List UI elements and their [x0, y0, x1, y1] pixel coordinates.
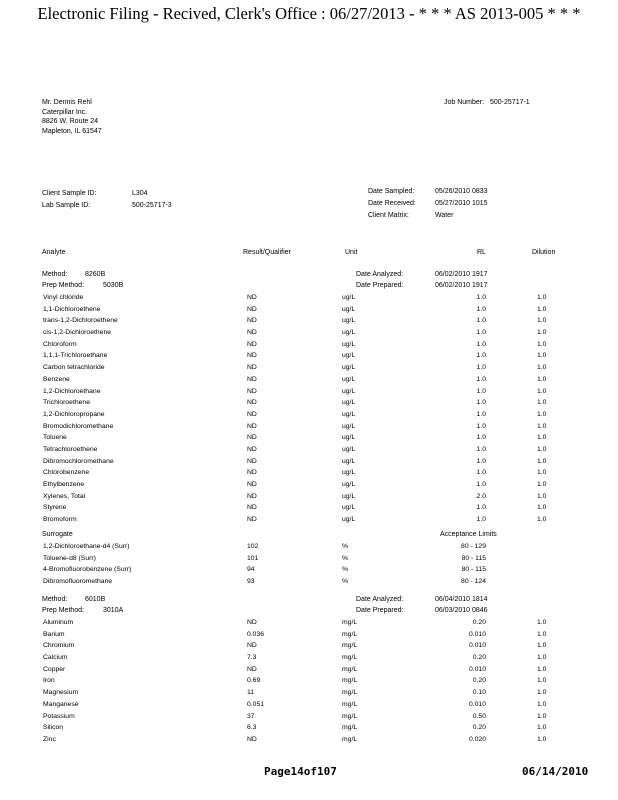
- rl-value: 1.0: [476, 410, 486, 418]
- surrogate-name: 1,2-Dichloroethane-d4 (Surr): [43, 543, 130, 550]
- metals-results-table: [0, 618, 618, 747]
- analyte-name: Potassium: [43, 712, 75, 720]
- result-value: ND: [247, 481, 257, 488]
- unit-value: ug/L: [342, 294, 356, 301]
- unit-value: mg/L: [342, 654, 358, 662]
- analyte-name: Xylenes, Total: [43, 492, 86, 500]
- rl-value: 1.0: [476, 399, 486, 407]
- date-received: 05/27/2010 1015: [435, 200, 488, 207]
- dilution-value: 1.0: [537, 481, 547, 488]
- result-value: ND: [247, 469, 257, 477]
- analyte-name: Ethylbenzene: [43, 481, 85, 488]
- date-sampled: 05/26/2010 0833: [435, 188, 488, 195]
- analyte-name: Styrene: [43, 504, 67, 512]
- client-sample-id: L304: [132, 190, 148, 197]
- unit-value: mg/L: [342, 735, 358, 743]
- date-sampled-label: Date Sampled:: [368, 188, 415, 195]
- dilution-value: 1.0: [537, 317, 547, 325]
- dilution-value: 1.0: [537, 724, 547, 732]
- analyte-name: Zinc: [43, 735, 56, 743]
- rl-value: 1.0: [476, 457, 486, 465]
- table-row: [0, 375, 618, 387]
- rl-value: 0.010: [468, 630, 486, 638]
- job-number-label: Job Number:: [444, 99, 485, 106]
- dilution-value: 1.0: [537, 410, 547, 418]
- filing-header: Electronic Filing - Recived, Clerk's Office : 06/27/2013 - * * * AS 2013-005 * * *: [37, 4, 581, 23]
- rl-value: 1.0: [476, 469, 486, 477]
- analyte-name: Copper: [43, 665, 66, 673]
- result-value: ND: [247, 329, 257, 337]
- table-row: [0, 735, 618, 747]
- surrogate-unit: %: [342, 566, 349, 574]
- rl-value: 1.0: [476, 387, 486, 395]
- result-value: ND: [247, 364, 257, 372]
- result-value: 37: [247, 712, 255, 720]
- unit-value: mg/L: [342, 700, 358, 708]
- unit-value: ug/L: [342, 445, 356, 453]
- table-row: [0, 618, 618, 630]
- client-matrix: Water: [435, 212, 454, 219]
- analyte-name: Chlorobenzene: [43, 469, 90, 477]
- col-dilution: Dilution: [532, 249, 556, 256]
- page-number: Page14of107: [264, 765, 337, 778]
- table-row: [0, 577, 618, 589]
- metals-prepared: 06/03/2010 0846: [435, 607, 488, 614]
- table-row: [0, 340, 618, 352]
- rl-value: 1.0: [476, 434, 486, 442]
- rl-value: 1.0: [476, 375, 486, 383]
- dilution-value: 1.0: [537, 352, 547, 360]
- metals-prep: 3010A: [103, 607, 124, 614]
- unit-value: mg/L: [342, 724, 358, 732]
- table-row: [0, 712, 618, 724]
- result-value: ND: [247, 735, 257, 743]
- voc-prep: 5030B: [103, 282, 124, 289]
- voc-method-label: Method:: [42, 271, 68, 278]
- metals-analyzed: 06/04/2010 1814: [435, 596, 488, 603]
- dilution-value: 1.0: [537, 340, 547, 348]
- rl-value: 1.0: [476, 422, 486, 430]
- dilution-value: 1.0: [537, 445, 547, 453]
- analyte-name: Toluene: [43, 434, 67, 442]
- dilution-value: 1.0: [537, 422, 547, 430]
- table-row: [0, 515, 618, 527]
- table-row: [0, 293, 618, 305]
- table-row: [0, 565, 618, 577]
- unit-value: ug/L: [342, 504, 356, 512]
- voc-prep-label: Prep Method:: [42, 282, 85, 289]
- result-value: 0.69: [247, 677, 261, 685]
- analyte-name: cis-1,2-Dichloroethene: [43, 329, 112, 337]
- rl-value: 1.0: [476, 364, 486, 372]
- metals-method: 6010B: [85, 596, 106, 603]
- metals-prepared-label: Date Prepared:: [356, 607, 404, 614]
- dilution-value: 1.0: [537, 329, 547, 337]
- table-row: [0, 316, 618, 328]
- unit-value: ug/L: [342, 434, 356, 442]
- rl-value: 0.20: [472, 724, 486, 732]
- rl-value: 1.0: [476, 317, 486, 325]
- result-value: ND: [247, 516, 257, 524]
- result-value: ND: [247, 619, 257, 626]
- analyte-name: Carbon tetrachloride: [43, 364, 105, 372]
- dilution-value: 1.0: [537, 689, 547, 697]
- date-received-label: Date Received:: [368, 200, 416, 207]
- voc-prepared-label: Date Prepared:: [356, 282, 404, 289]
- metals-method-label: Method:: [42, 596, 68, 603]
- address-line: 8826 W. Route 24: [42, 118, 99, 125]
- analyte-name: 1,1-Dichloroethene: [43, 305, 101, 313]
- analyte-name: trans-1,2-Dichloroethene: [43, 317, 118, 325]
- analyte-name: Bromoform: [43, 516, 77, 524]
- table-row: [0, 503, 618, 515]
- rl-value: 0.20: [472, 654, 486, 662]
- unit-value: ug/L: [342, 375, 356, 383]
- result-value: ND: [247, 352, 257, 360]
- surrogate-unit: %: [342, 554, 349, 562]
- analyte-name: Benzene: [43, 375, 70, 383]
- analyte-name: Barium: [43, 630, 65, 638]
- acceptance-limits-label: Acceptance Limits: [440, 531, 497, 538]
- col-analyte: Analyte: [42, 249, 66, 256]
- dilution-value: 1.0: [537, 630, 547, 638]
- client-matrix-label: Client Matrix:: [368, 212, 409, 219]
- table-row: [0, 676, 618, 688]
- rl-value: 1.0: [476, 340, 486, 348]
- acceptance-limits: 80 - 115: [461, 566, 486, 574]
- rl-value: 0.20: [472, 677, 486, 685]
- dilution-value: 1.0: [537, 375, 547, 383]
- table-row: [0, 723, 618, 735]
- result-value: 0.051: [247, 700, 265, 708]
- rl-value: 0.010: [468, 700, 486, 708]
- table-row: [0, 630, 618, 642]
- result-value: ND: [247, 445, 257, 453]
- unit-value: ug/L: [342, 410, 356, 418]
- metals-prep-label: Prep Method:: [42, 607, 85, 614]
- result-value: ND: [247, 665, 257, 673]
- unit-value: mg/L: [342, 630, 358, 638]
- analyte-name: Manganese: [43, 700, 79, 708]
- acceptance-limits: 80 - 129: [461, 543, 486, 550]
- surrogate-name: Toluene-d8 (Surr): [43, 554, 96, 562]
- rl-value: 1.0: [476, 445, 486, 453]
- table-row: [0, 351, 618, 363]
- unit-value: ug/L: [342, 329, 356, 337]
- surrogate-table: [0, 542, 618, 589]
- unit-value: ug/L: [342, 317, 356, 325]
- unit-value: ug/L: [342, 387, 356, 395]
- analyte-name: Iron: [43, 677, 55, 685]
- result-value: 7.3: [247, 654, 257, 662]
- voc-analyzed: 06/02/2010 1917: [435, 271, 488, 278]
- result-value: ND: [247, 317, 257, 325]
- analyte-name: Dibromochloromethane: [43, 457, 114, 465]
- dilution-value: 1.0: [537, 305, 547, 313]
- table-row: [0, 410, 618, 422]
- rl-value: 1.0: [476, 504, 486, 512]
- unit-value: ug/L: [342, 305, 356, 313]
- result-value: ND: [247, 375, 257, 383]
- dilution-value: 1.0: [537, 735, 547, 743]
- job-number: 500-25717-1: [490, 99, 530, 106]
- footer-date: 06/14/2010: [522, 765, 589, 778]
- result-value: 11: [247, 689, 255, 697]
- dilution-value: 1.0: [537, 516, 547, 524]
- unit-value: mg/L: [342, 665, 358, 673]
- dilution-value: 1.0: [537, 434, 547, 442]
- dilution-value: 1.0: [537, 469, 547, 477]
- table-row: [0, 492, 618, 504]
- analyte-name: 1,2-Dichloropropane: [43, 410, 105, 418]
- unit-value: ug/L: [342, 422, 356, 430]
- unit-value: ug/L: [342, 457, 356, 465]
- analyte-name: Silicon: [43, 724, 64, 732]
- dilution-value: 1.0: [537, 399, 547, 407]
- rl-value: 0.50: [472, 712, 486, 720]
- rl-value: 0.20: [472, 619, 486, 626]
- result-value: ND: [247, 387, 257, 395]
- result-value: 0.036: [247, 630, 265, 638]
- analyte-name: Magnesium: [43, 689, 79, 697]
- table-row: [0, 433, 618, 445]
- unit-value: ug/L: [342, 364, 356, 372]
- dilution-value: 1.0: [537, 700, 547, 708]
- surrogate-name: 4-Bromofluorobenzene (Surr): [43, 566, 132, 574]
- surrogate-unit: %: [342, 543, 349, 550]
- dilution-value: 1.0: [537, 457, 547, 465]
- rl-value: 0.10: [472, 689, 486, 697]
- rl-value: 0.020: [468, 735, 486, 743]
- surrogate-unit: %: [342, 578, 349, 586]
- lab-sample-id: 500-25717-3: [132, 202, 172, 209]
- surrogate-result: 93: [247, 578, 255, 586]
- col-unit: Unit: [345, 249, 358, 256]
- table-row: [0, 480, 618, 492]
- rl-value: 0.010: [468, 642, 486, 650]
- result-value: ND: [247, 492, 257, 500]
- analyte-name: Aluminum: [43, 619, 74, 626]
- unit-value: mg/L: [342, 642, 358, 650]
- analyte-name: 1,1,1-Trichloroethane: [43, 352, 108, 360]
- col-rl: RL: [477, 249, 486, 256]
- unit-value: ug/L: [342, 469, 356, 477]
- result-value: ND: [247, 457, 257, 465]
- result-value: ND: [247, 340, 257, 348]
- unit-value: ug/L: [342, 399, 356, 407]
- table-row: [0, 398, 618, 410]
- address-line: Mr. Dennis Rehl: [42, 99, 92, 106]
- analyte-name: Calcium: [43, 654, 68, 662]
- address-line: Mapleton, IL 61547: [42, 127, 102, 135]
- address-line: Caterpillar Inc.: [42, 108, 88, 116]
- surrogate-result: 101: [247, 554, 259, 562]
- metals-analyzed-label: Date Analyzed:: [356, 596, 404, 603]
- analyte-name: Trichloroethene: [43, 399, 90, 407]
- rl-value: 1.0: [476, 329, 486, 337]
- dilution-value: 1.0: [537, 677, 547, 685]
- table-row: [0, 700, 618, 712]
- analyte-name: Chromium: [43, 642, 75, 650]
- table-row: [0, 542, 618, 554]
- voc-prepared: 06/02/2010 1917: [435, 282, 488, 289]
- table-row: [0, 665, 618, 677]
- table-row: [0, 457, 618, 469]
- table-row: [0, 554, 618, 566]
- analyte-name: Tetrachloroethene: [43, 445, 98, 453]
- result-value: ND: [247, 504, 257, 512]
- result-value: ND: [247, 434, 257, 442]
- analyte-name: Chloroform: [43, 340, 77, 348]
- acceptance-limits: 80 - 115: [461, 554, 486, 562]
- table-row: [0, 328, 618, 340]
- dilution-value: 1.0: [537, 665, 547, 673]
- dilution-value: 1.0: [537, 619, 547, 626]
- rl-value: 1.0: [476, 481, 486, 488]
- table-row: [0, 653, 618, 665]
- dilution-value: 1.0: [537, 654, 547, 662]
- voc-method: 8260B: [85, 271, 106, 278]
- unit-value: ug/L: [342, 516, 356, 524]
- surrogate-result: 94: [247, 566, 255, 574]
- client-address: [42, 98, 102, 136]
- unit-value: ug/L: [342, 481, 356, 488]
- unit-value: mg/L: [342, 712, 358, 720]
- unit-value: ug/L: [342, 492, 356, 500]
- table-row: [0, 387, 618, 399]
- acceptance-limits: 80 - 124: [461, 578, 486, 586]
- dilution-value: 1.0: [537, 294, 547, 301]
- result-value: 6.3: [247, 724, 257, 732]
- table-row: [0, 422, 618, 434]
- rl-value: 0.010: [468, 665, 486, 673]
- rl-value: 1.0: [476, 516, 486, 524]
- unit-value: ug/L: [342, 340, 356, 348]
- dilution-value: 1.0: [537, 364, 547, 372]
- result-value: ND: [247, 422, 257, 430]
- unit-value: mg/L: [342, 677, 358, 685]
- surrogate-label: Surrogate: [42, 531, 73, 538]
- unit-value: mg/L: [342, 689, 358, 697]
- dilution-value: 1.0: [537, 712, 547, 720]
- rl-value: 2.0: [476, 492, 486, 500]
- dilution-value: 1.0: [537, 642, 547, 650]
- unit-value: mg/L: [342, 619, 358, 626]
- surrogate-name: Dibromofluoromethane: [43, 578, 113, 586]
- dilution-value: 1.0: [537, 387, 547, 395]
- dilution-value: 1.0: [537, 492, 547, 500]
- result-value: ND: [247, 642, 257, 650]
- table-row: [0, 688, 618, 700]
- client-sample-id-label: Client Sample ID:: [42, 190, 97, 197]
- table-row: [0, 363, 618, 375]
- table-row: [0, 468, 618, 480]
- dilution-value: 1.0: [537, 504, 547, 512]
- analyte-name: Vinyl chloride: [43, 294, 84, 301]
- voc-results-table: [0, 293, 618, 527]
- result-value: ND: [247, 305, 257, 313]
- rl-value: 1.0: [476, 352, 486, 360]
- unit-value: ug/L: [342, 352, 356, 360]
- table-row: [0, 641, 618, 653]
- voc-analyzed-label: Date Analyzed:: [356, 271, 404, 278]
- col-result: Result/Qualifier: [243, 249, 291, 256]
- table-row: [0, 445, 618, 457]
- rl-value: 1.0: [476, 305, 486, 313]
- result-value: ND: [247, 410, 257, 418]
- result-value: ND: [247, 294, 257, 301]
- lab-sample-id-label: Lab Sample ID:: [42, 202, 91, 209]
- result-value: ND: [247, 399, 257, 407]
- rl-value: 1.0: [476, 294, 486, 301]
- surrogate-result: 102: [247, 543, 259, 550]
- analyte-name: Bromodichloromethane: [43, 422, 114, 430]
- analyte-name: 1,2-Dichloroethane: [43, 387, 101, 395]
- table-row: [0, 305, 618, 317]
